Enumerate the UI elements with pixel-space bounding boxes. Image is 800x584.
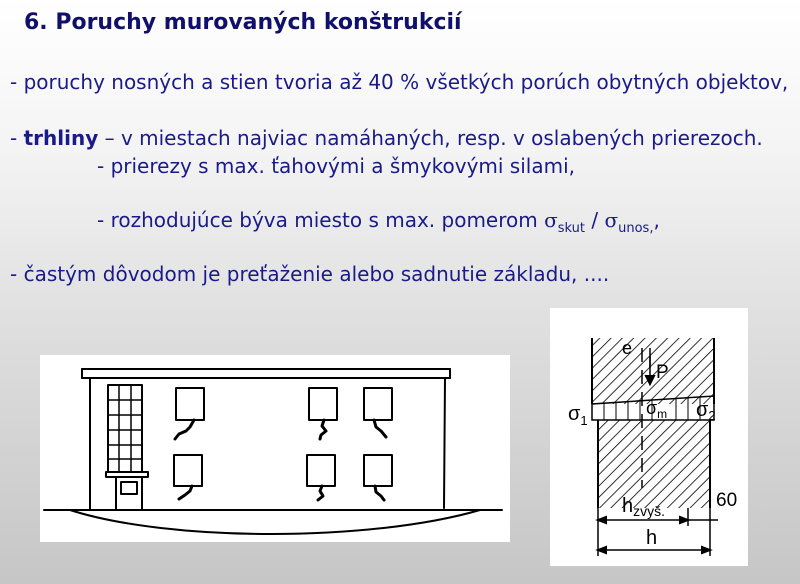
sigma-symbol: σ [544,208,558,232]
slash: / [585,208,605,232]
sigma2-label: $\sigma_2$ [696,399,716,423]
sigma1-label: $\sigma_1$ [568,403,588,428]
subscript-skut: skut [557,221,585,236]
sub-bullet-stress-ratio [97,208,660,236]
bullet-cracks [10,126,763,150]
building-facade-figure [40,355,510,542]
bullet-overload: - častým dôvodom je preťaženie alebo sadnutie základu, .... [10,262,610,286]
load-p-label: P [656,362,669,383]
building-facade-drawing [40,355,510,542]
trailing-comma: , [653,208,660,232]
sub-bullet-cross-sections: - prierezy s max. ťahovými a šmykovými silami, [97,154,575,178]
sigma-symbol: σ [604,208,619,232]
subscript-unos: unos, [618,221,654,236]
slide-title: 6. Poruchy murovaných konštrukcií [24,10,462,35]
bullet-wall-failures: - poruchy nosných a stien tvoria až 40 % všetkých porúch obytných objektov, [10,70,789,94]
bullet-dash: - [10,126,24,150]
stress-ratio-text: - rozhodujúce býva miesto s max. pomerom [97,208,545,232]
cracks-description: – v miestach najviac namáhaných, resp. v oslabených prierezoch. [98,126,763,150]
sigma-m-label: $\sigma_m$ [646,398,668,421]
cracks-term: trhliny [23,126,99,150]
eccentricity-label: e [622,338,633,358]
dimension-60-label: 60 [716,490,738,511]
wall-thickness-h-label: h [646,527,658,549]
h-zvys-label: $h_{zvyš.}$ [622,495,666,519]
stress-diagram-drawing [550,308,748,566]
wall-stress-diagram [550,308,748,566]
